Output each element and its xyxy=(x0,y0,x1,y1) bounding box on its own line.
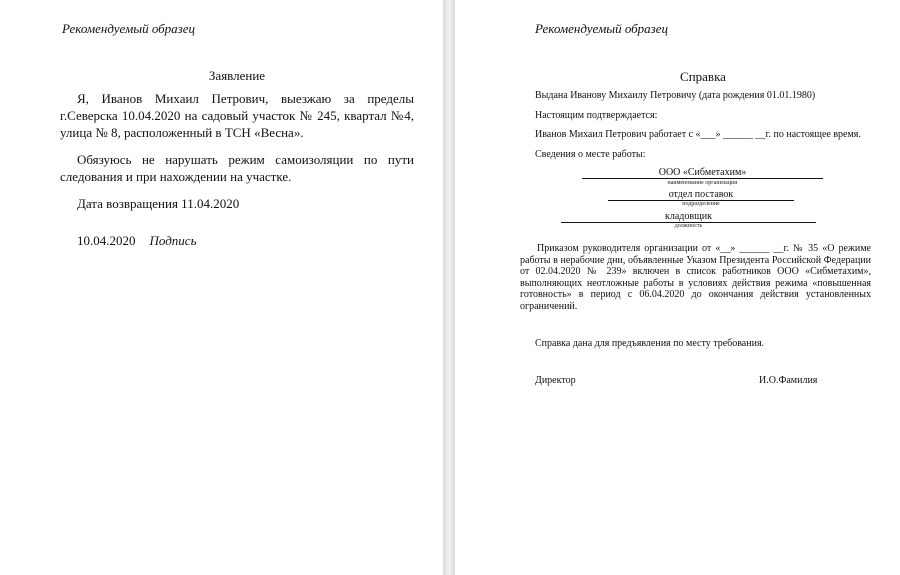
department-value: отдел поставок xyxy=(608,189,794,201)
return-date: Дата возвращения 11.04.2020 xyxy=(77,196,240,211)
director-name: И.О.Фамилия xyxy=(759,375,818,386)
application-date: 10.04.2020 xyxy=(77,233,136,248)
application-sign-line xyxy=(77,233,196,249)
application-paragraph: Обязуюсь не нарушать режим самоизоляции по пути следования и при нахождении на участке. xyxy=(60,152,414,184)
purpose-line: Справка дана для предъявления по месту требования. xyxy=(535,338,765,349)
director-label: Директор xyxy=(535,375,576,386)
department-caption: подразделение xyxy=(682,201,720,207)
issued-to-line: Выдана Иванову Михаилу Петровичу (дата рождения 01.01.1980) xyxy=(535,90,816,101)
works-since-line: Иванов Михаил Петрович работает с «___» ______ __г. по настоящее время. xyxy=(535,129,861,140)
page-divider xyxy=(443,0,455,575)
department-field xyxy=(608,189,794,201)
work-info-header: Сведения о месте работы: xyxy=(535,149,646,160)
position-value: кладовщик xyxy=(561,211,816,223)
org-name-value: ООО «Сибметахим» xyxy=(582,167,823,179)
application-paragraph: Я, Иванов Михаил Петрович, выезжаю за пределы г.Северска 10.04.2020 на садовый участок № 245, квартал №4, улица № 8, расположенный в ТСН «Весна». xyxy=(60,91,414,140)
application-title: Заявление xyxy=(208,68,266,83)
confirm-line: Настоящим подтверждается: xyxy=(535,110,658,121)
signature-placeholder: Подпись xyxy=(149,233,197,248)
order-paragraph: Приказом руководителя организации от «__» ______ __г. № 35 «О режиме работы в нерабочие дни, объявленные Указом Президента Российской Федерации от 02.04.2020 № 239» включен в список работников ООО «Сибметахим», выполняющих неотложные работы в условиях действия режима «повышенная готовность» в период с 06.04.2020 до окончания действия установленных ограничений. xyxy=(520,243,871,312)
position-field xyxy=(561,211,816,223)
left-page xyxy=(0,0,443,575)
org-name-caption: наименование организации xyxy=(667,180,738,186)
org-name-field xyxy=(582,167,823,179)
application-body xyxy=(60,90,414,222)
certificate-title: Справка xyxy=(680,69,726,84)
position-caption: должность xyxy=(674,223,703,229)
right-sample-label: Рекомендуемый образец xyxy=(535,21,669,36)
left-sample-label: Рекомендуемый образец xyxy=(62,21,196,36)
